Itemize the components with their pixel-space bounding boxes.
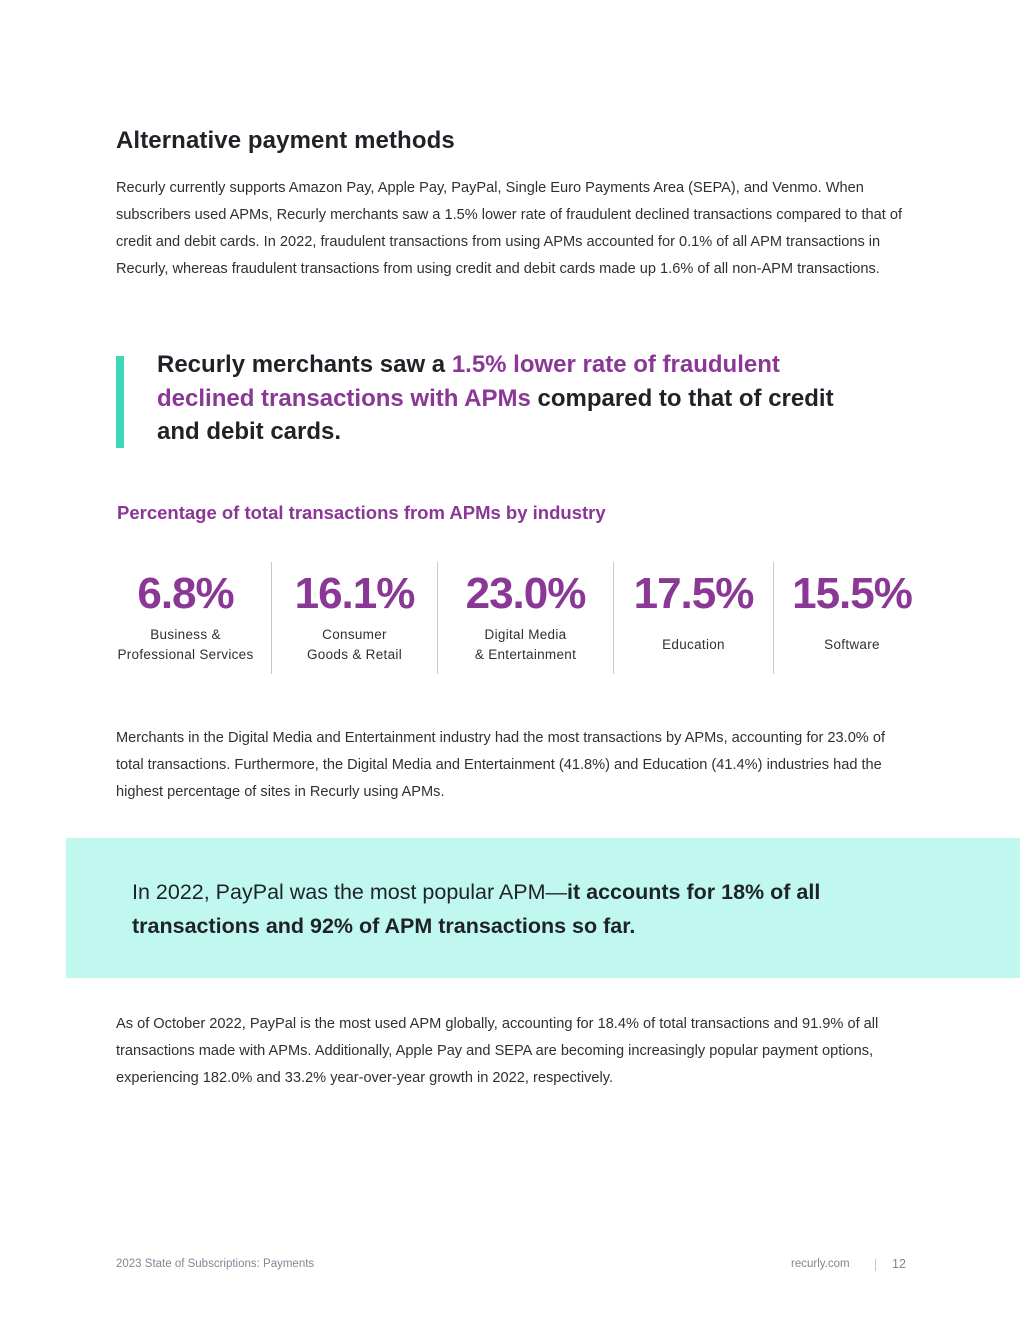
pull-quote-tail: compared to that of credit and debit cards. [157,384,834,445]
stat-label [824,625,880,665]
stat-value: 15.5% [792,569,912,618]
stat-value: 23.0% [465,569,586,618]
stat-digital-media-entertainment [437,562,613,674]
footer-page-number: 12 [892,1257,906,1271]
chart-title: Percentage of total transactions from APMs by industry [117,502,606,523]
industry-paragraph: Merchants in the Digital Media and Entertainment industry had the most transactions by APMs, accounting for 23.0% of total transactions. Furthermore, the Digital Media and Entertainment (41.8%) and Education (41.4%) industries had the highest percentage of sites in Recurly using APMs. [116,730,886,800]
stat-label [475,625,576,665]
pull-quote-lead: Recurly merchants saw a [157,351,452,378]
stat-label-line: Professional Services [117,647,254,662]
stat-education [613,562,773,674]
callout-text [132,875,892,943]
closing-paragraph: As of October 2022, PayPal is the most used APM globally, accounting for 18.4% of total transactions and 91.9% of all transactions made with APMs. Additionally, Apple Pay and SEPA are becoming increasingly popular payment options, experiencing 182.0% and 33.2% year-over-year growth in 2022, respectively. [116,1016,879,1086]
stat-label-line: Consumer [322,627,387,642]
stat-label-line: Digital Media [484,627,567,642]
footer-site-link[interactable]: recurly.com [791,1258,850,1270]
stat-consumer-goods-retail [271,562,437,674]
stat-label-line: Business & [150,627,221,642]
intro-paragraph: Recurly currently supports Amazon Pay, Apple Pay, PayPal, Single Euro Payments Area (SEPA), and Venmo. When subscribers used APMs, Recurly merchants saw a 1.5% lower rate of fraudulent declined transactions compared to that of credit and debit cards. In 2022, fraudulent transactions from using APMs accounted for 0.1% of all APM transactions in Recurly, whereas fraudulent transactions from using credit and debit cards made up 1.6% of all non-APM transactions. [116,180,903,277]
pull-quote-highlight: 1.5% lower rate of fraudulent declined transactions with APMs [157,351,780,412]
section-title: Alternative payment methods [116,127,455,154]
stat-value: 17.5% [633,569,754,618]
stat-label-line: & Entertainment [474,647,577,662]
stat-label-line: Education [662,637,725,652]
stat-label [307,625,402,665]
pull-quote [157,348,847,449]
pull-quote-accent-bar [116,356,124,448]
stat-label [662,625,725,665]
callout-bold: it accounts for 18% of all transactions and 92% of APM transactions so far. [132,880,821,938]
callout-lead: In 2022, PayPal was the most popular APM— [132,880,568,904]
footer-divider [875,1259,876,1271]
stat-label-line: Software [824,637,880,652]
stat-label [117,625,253,665]
stat-business-professional-services [100,562,271,674]
stat-value: 16.1% [294,569,415,618]
footer-report-title: 2023 State of Subscriptions: Payments [116,1258,315,1270]
stat-value: 6.8% [137,569,234,618]
stat-label-line: Goods & Retail [307,647,402,662]
industry-stats-row [100,562,930,674]
stat-software [773,562,930,674]
